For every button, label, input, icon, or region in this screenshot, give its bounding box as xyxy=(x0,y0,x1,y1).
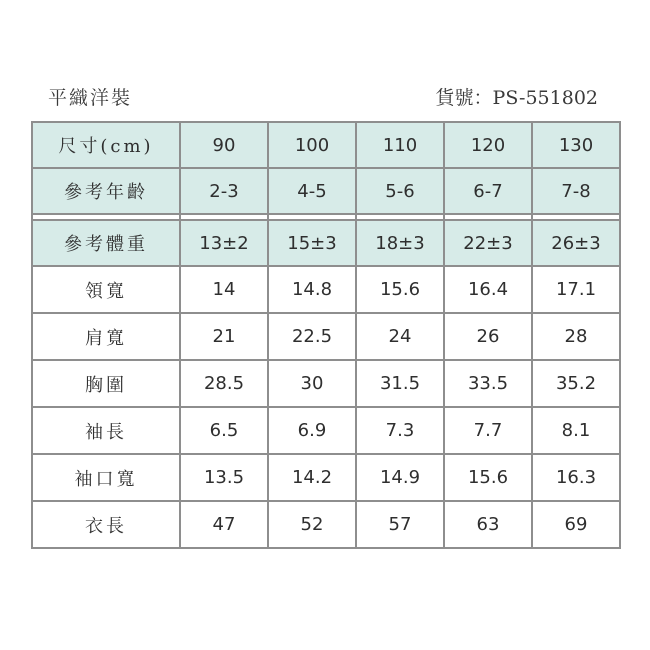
product-code: 貨號：PS-551802 xyxy=(435,87,598,109)
size-cell: 100 xyxy=(268,122,356,168)
measure-cell: 22.5 xyxy=(268,313,356,360)
page-header xyxy=(0,83,650,113)
measure-label: 衣長 xyxy=(32,501,180,548)
age-cell: 7-8 xyxy=(532,168,620,214)
measure-cell: 7.3 xyxy=(356,407,444,454)
measure-cell: 16.3 xyxy=(532,454,620,501)
measure-cell: 26 xyxy=(444,313,532,360)
measure-cell: 21 xyxy=(180,313,268,360)
measure-label: 胸圍 xyxy=(32,360,180,407)
measure-cell: 14.8 xyxy=(268,266,356,313)
weight-cell: 22±3 xyxy=(444,220,532,266)
measure-cell: 14.2 xyxy=(268,454,356,501)
measure-cell: 35.2 xyxy=(532,360,620,407)
weight-row-label: 參考體重 xyxy=(32,220,180,266)
age-cell: 2-3 xyxy=(180,168,268,214)
measure-cell: 8.1 xyxy=(532,407,620,454)
measure-cell: 47 xyxy=(180,501,268,548)
measure-cell: 14 xyxy=(180,266,268,313)
measure-cell: 14.9 xyxy=(356,454,444,501)
weight-cell: 26±3 xyxy=(532,220,620,266)
measure-label: 肩寬 xyxy=(32,313,180,360)
measure-cell: 30 xyxy=(268,360,356,407)
measure-row-collar-width xyxy=(32,266,620,313)
measure-cell: 28.5 xyxy=(180,360,268,407)
size-cell: 130 xyxy=(532,122,620,168)
weight-cell: 13±2 xyxy=(180,220,268,266)
measure-row-shoulder-width xyxy=(32,313,620,360)
measure-cell: 69 xyxy=(532,501,620,548)
weight-row xyxy=(32,220,620,266)
measure-row-chest xyxy=(32,360,620,407)
measure-cell: 17.1 xyxy=(532,266,620,313)
measure-cell: 7.7 xyxy=(444,407,532,454)
measure-cell: 6.5 xyxy=(180,407,268,454)
measure-cell: 6.9 xyxy=(268,407,356,454)
size-row-label: 尺寸(cm) xyxy=(32,122,180,168)
measure-cell: 16.4 xyxy=(444,266,532,313)
weight-cell: 15±3 xyxy=(268,220,356,266)
size-chart-table xyxy=(31,121,621,549)
measure-label: 領寬 xyxy=(32,266,180,313)
measure-label: 袖口寬 xyxy=(32,454,180,501)
size-row xyxy=(32,122,620,168)
measure-cell: 31.5 xyxy=(356,360,444,407)
measure-cell: 57 xyxy=(356,501,444,548)
measure-cell: 63 xyxy=(444,501,532,548)
measure-cell: 15.6 xyxy=(444,454,532,501)
measure-cell: 13.5 xyxy=(180,454,268,501)
measure-label: 袖長 xyxy=(32,407,180,454)
measure-cell: 33.5 xyxy=(444,360,532,407)
measure-row-sleeve-length xyxy=(32,407,620,454)
measure-row-garment-length xyxy=(32,501,620,548)
measure-row-cuff-width xyxy=(32,454,620,501)
size-cell: 110 xyxy=(356,122,444,168)
weight-cell: 18±3 xyxy=(356,220,444,266)
age-row xyxy=(32,168,620,214)
age-cell: 6-7 xyxy=(444,168,532,214)
measure-cell: 28 xyxy=(532,313,620,360)
size-cell: 120 xyxy=(444,122,532,168)
age-row-label: 參考年齡 xyxy=(32,168,180,214)
size-cell: 90 xyxy=(180,122,268,168)
measure-cell: 15.6 xyxy=(356,266,444,313)
age-cell: 4-5 xyxy=(268,168,356,214)
product-title: 平織洋裝 xyxy=(48,87,133,109)
measure-cell: 52 xyxy=(268,501,356,548)
measure-cell: 24 xyxy=(356,313,444,360)
age-cell: 5-6 xyxy=(356,168,444,214)
